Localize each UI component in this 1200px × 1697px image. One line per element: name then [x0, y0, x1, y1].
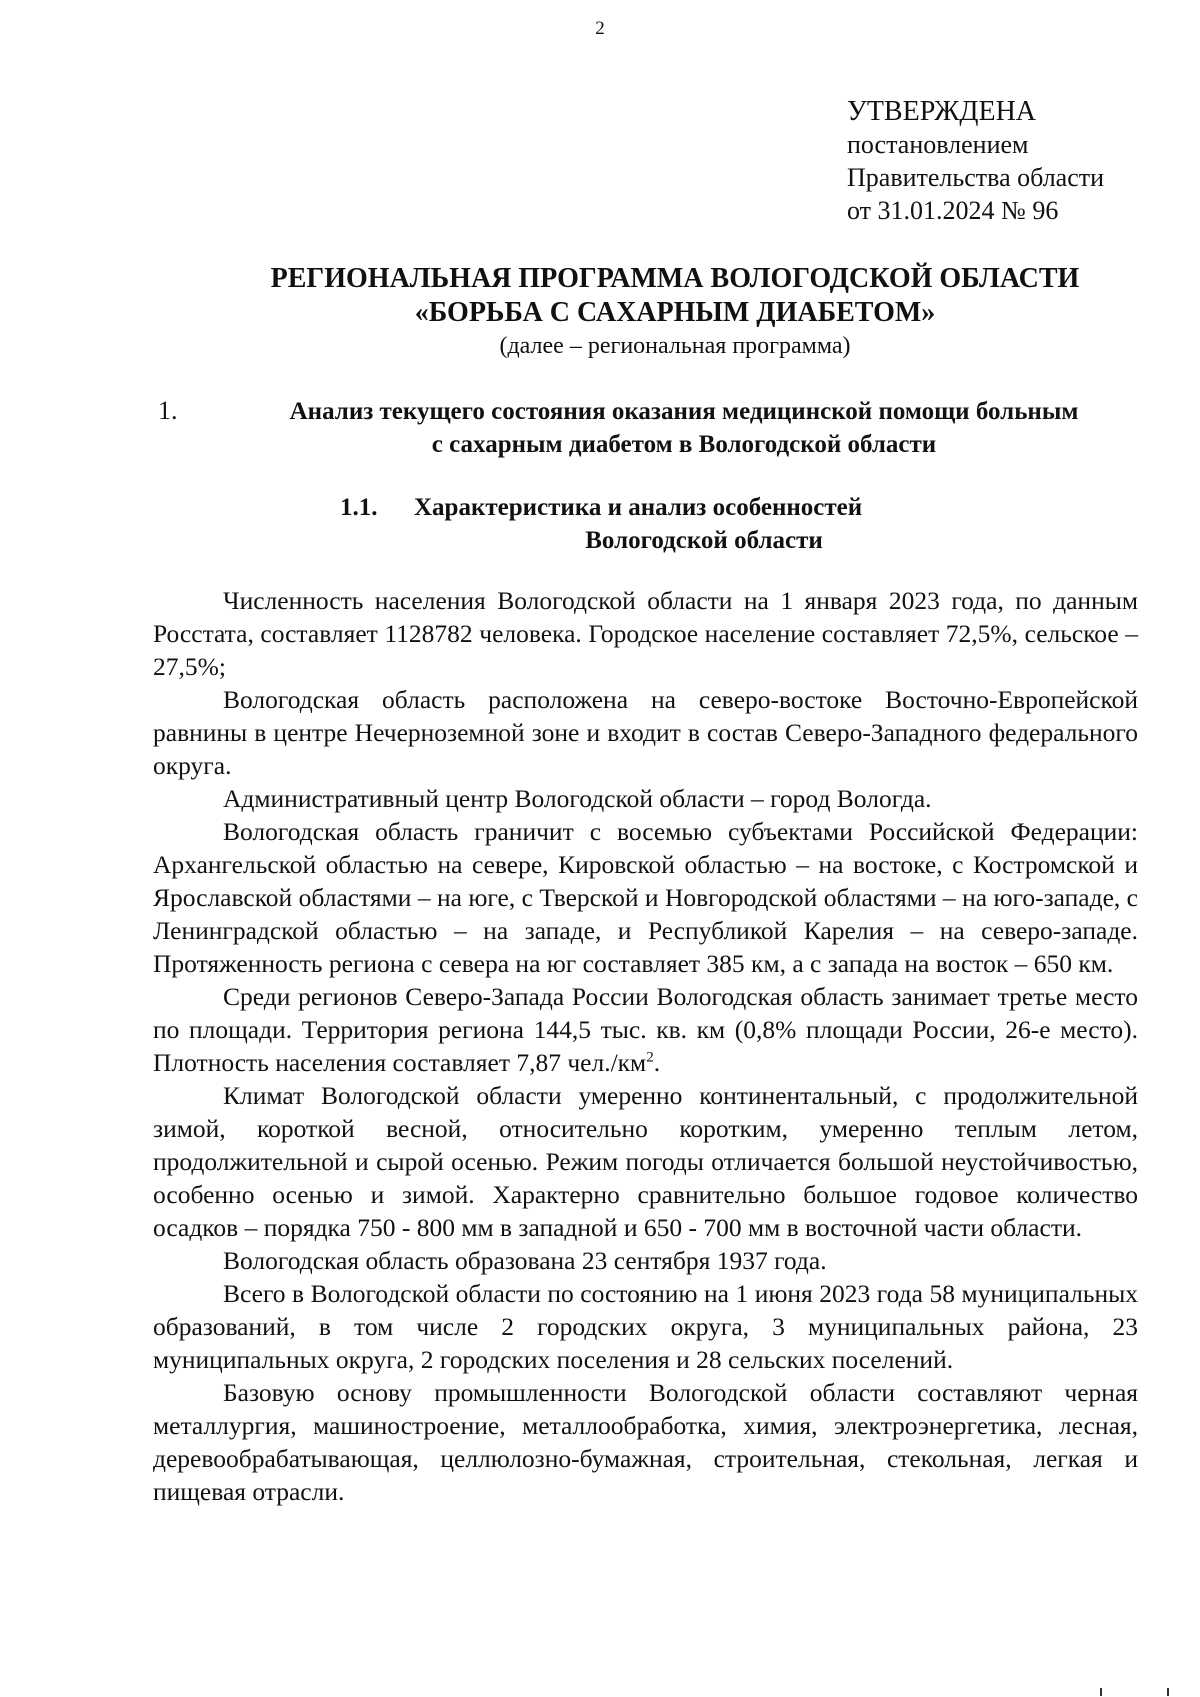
scan-artifact	[1167, 1688, 1169, 1696]
paragraph-municipalities: Всего в Вологодской области по состоянию на 1 июня 2023 года 58 муниципальных образований, в том числе 2 городских округа, 3 муниципальных района, 23 муниципальных округа, 2 городских поселения и 28 сельских поселений.	[153, 1279, 1138, 1374]
document-title-line2: «БОРЬБА С САХАРНЫМ ДИАБЕТОМ»	[414, 297, 936, 328]
paragraph-population: Численность населения Вологодской области на 1 января 2023 года, по данным Росстата, составляет 1128782 человека. Городское население составляет 72,5%, сельское – 27,5%;	[153, 586, 1138, 681]
section-number: 1.	[158, 396, 178, 425]
paragraph-founded: Вологодская область образована 23 сентября 1937 года.	[223, 1246, 827, 1275]
paragraph-climate: Климат Вологодской области умеренно континентальный, с продолжительной зимой, короткой весной, относительно коротким, умеренно теплым летом, продолжительной и сырой осенью. Режим погоды отличается большой неустойчивостью, особенно осенью и зимой. Характерно сравнительно большое годовое количество осадков – порядка 750 - 800 мм в западной и 650 - 700 мм в восточной части области.	[153, 1081, 1138, 1242]
subsection-title-line1: Характеристика и анализ особенностей	[414, 494, 863, 521]
paragraph-borders: Вологодская область граничит с восемью субъектами Российской Федерации: Архангельской областью на севере, Кировской областью – на востоке, с Костромской и Ярославской областями – на юге, с Тверской и Новгородской областями – на юго-западе, с Ленинградской областью – на западе, и Республикой Карелия – на северо-западе. Протяженность региона с севера на юг составляет 385 км, а с запада на восток – 650 км.	[153, 817, 1138, 978]
section-title-line2: с сахарным диабетом в Вологодской области	[431, 431, 937, 458]
approval-line-resolution: постановлением	[847, 130, 1029, 159]
section-title	[228, 395, 1140, 461]
subsection-title-line2: Вологодской области	[585, 527, 823, 554]
paragraph-industry: Базовую основу промышленности Вологодской области составляют черная металлургия, машиностроение, металлообработка, химия, электроэнергетика, лесная, деревообрабатывающая, целлюлозно-бумажная, строительная, стекольная, легкая и пищевая отрасли.	[153, 1378, 1138, 1506]
subsection-heading	[340, 491, 980, 557]
document-subtitle: (далее – региональная программа)	[499, 333, 851, 359]
paragraph-admin-center: Административный центр Вологодской области – город Вологда.	[223, 784, 932, 813]
document-title	[150, 262, 1200, 330]
page-number: 2	[595, 18, 605, 39]
paragraph-area	[153, 980, 1138, 1079]
body-text	[153, 584, 1138, 1508]
paragraph-location: Вологодская область расположена на северо-востоке Восточно-Европейской равнины в центре Нечерноземной зоне и входит в состав Северо-Западного федерального округа.	[153, 685, 1138, 780]
paragraph-area-end: .	[653, 1048, 661, 1077]
section-title-line1: Анализ текущего состояния оказания медицинской помощи больным	[289, 398, 1079, 425]
approval-stamp	[847, 95, 1104, 227]
scan-artifact	[1100, 1688, 1102, 1696]
superscript-2: 2	[646, 1049, 654, 1066]
document-title-line1: РЕГИОНАЛЬНАЯ ПРОГРАММА ВОЛОГОДСКОЙ ОБЛАСТИ	[270, 263, 1080, 294]
subsection-number: 1.1.	[340, 494, 378, 521]
approval-line-date: от 31.01.2024 № 96	[847, 196, 1059, 225]
approval-line-approved: УТВЕРЖДЕНА	[847, 96, 1037, 127]
approval-line-government: Правительства области	[847, 163, 1105, 192]
paragraph-area-text: Среди регионов Северо-Запада России Вологодская область занимает третье место по площади. Территория региона 144,5 тыс. кв. км (0,8% площади России, 26-е место). Плотность населения составляет 7,87 чел./км	[153, 982, 1138, 1077]
